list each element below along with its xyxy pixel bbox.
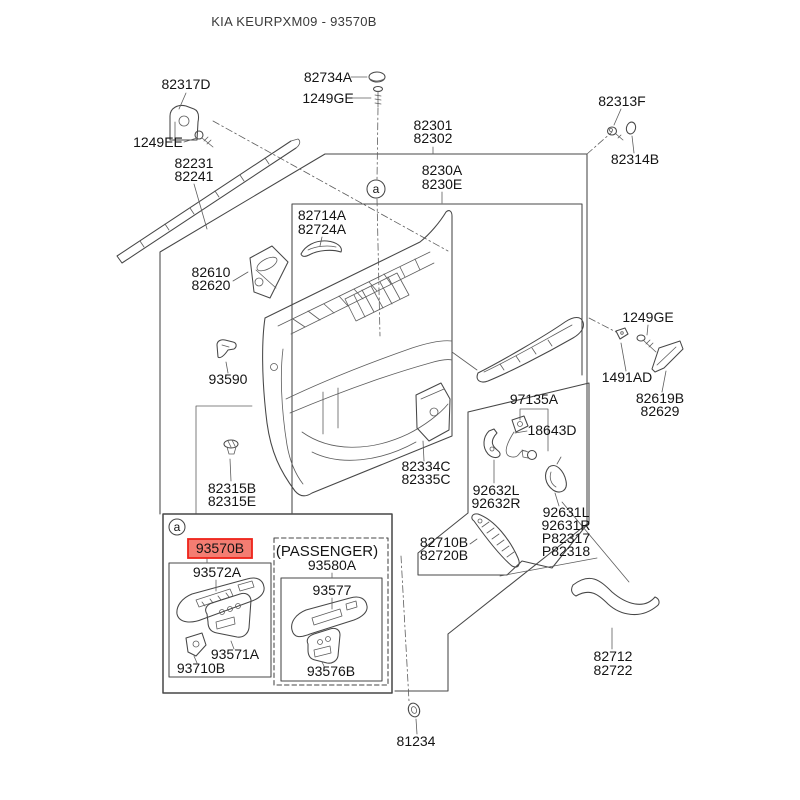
part-label-82241: 82241 bbox=[174, 168, 214, 184]
driver-switch-assembly-drawing bbox=[177, 578, 264, 656]
part-label-82620: 82620 bbox=[191, 277, 231, 293]
part-label-82714a: 82714A bbox=[297, 207, 347, 223]
callout-marker-box bbox=[169, 519, 185, 535]
ring-82314b-icon bbox=[625, 121, 637, 135]
screw-1249ge-top-icon bbox=[374, 87, 383, 108]
part-label-92632l: 92632L bbox=[472, 482, 520, 498]
part-label-93590: 93590 bbox=[208, 371, 248, 387]
part-label-82619b: 82619B bbox=[635, 390, 685, 406]
part-label-1491ad: 1491AD bbox=[601, 369, 653, 385]
part-label-97135a: 97135A bbox=[509, 391, 559, 407]
armrest-82712-icon bbox=[572, 578, 659, 614]
door-trim-panel-drawing bbox=[263, 211, 584, 496]
part-label-92632r: 92632R bbox=[471, 495, 521, 511]
grommet-82315b-icon bbox=[224, 440, 238, 454]
part-label-1249ge-right: 1249GE bbox=[622, 309, 674, 325]
part-label-93576b: 93576B bbox=[306, 663, 356, 679]
part-label-82231: 82231 bbox=[174, 155, 214, 171]
part-label-82315b: 82315B bbox=[207, 480, 257, 496]
part-label-18643d: 18643D bbox=[527, 422, 577, 438]
part-label-82724a: 82724A bbox=[297, 221, 347, 237]
part-label-82720b: 82720B bbox=[419, 547, 469, 563]
page-title: KIA KEURPXM09 - 93570B bbox=[211, 14, 377, 29]
part-label-82712: 82712 bbox=[593, 648, 633, 664]
part-label-93570b[interactable]: 93570B bbox=[195, 540, 245, 556]
callout-marker-box-letter: a bbox=[173, 520, 181, 534]
screw-1249ge-right-icon bbox=[637, 335, 656, 352]
part-label-82334c: 82334C bbox=[401, 458, 451, 474]
part-label-93580a: 93580A bbox=[307, 557, 357, 573]
part-label-82610: 82610 bbox=[191, 264, 231, 280]
part-label-p82317: P82317 bbox=[541, 530, 591, 546]
part-label-82315e: 82315E bbox=[207, 493, 257, 509]
part-label-82629: 82629 bbox=[640, 403, 680, 419]
part-label-82710b: 82710B bbox=[419, 534, 469, 550]
part-label-1249ee: 1249EE bbox=[133, 134, 183, 150]
handle-cover-82714a-icon bbox=[301, 241, 341, 257]
part-label-93572a: 93572A bbox=[192, 564, 242, 580]
part-label-82313f: 82313F bbox=[598, 93, 646, 109]
grommet-81234-icon bbox=[406, 702, 421, 719]
part-label-92631l: 92631L bbox=[542, 504, 590, 520]
part-label-8230a: 8230A bbox=[421, 162, 463, 178]
part-label-82302: 82302 bbox=[413, 130, 453, 146]
part-label-82301: 82301 bbox=[413, 117, 453, 133]
part-label-p82318: P82318 bbox=[541, 543, 591, 559]
part-label-92631r: 92631R bbox=[541, 517, 591, 533]
part-label-93577: 93577 bbox=[312, 582, 352, 598]
callout-marker-top bbox=[367, 180, 385, 198]
lamp-lens-92631-icon bbox=[546, 457, 567, 492]
part-label-8230e: 8230E bbox=[421, 176, 463, 192]
clip-1491ad-icon bbox=[616, 328, 628, 339]
trim-82619b-icon bbox=[652, 341, 683, 372]
part-label-passenger: (PASSENGER) bbox=[275, 543, 379, 560]
part-label-82722: 82722 bbox=[593, 662, 633, 678]
callout-marker-top-letter: a bbox=[372, 182, 380, 196]
pull-handle-82710b-icon bbox=[472, 514, 519, 567]
grommet-82734a-icon bbox=[369, 72, 385, 82]
part-label-93710b: 93710B bbox=[176, 660, 226, 676]
part-label-1249ge-top: 1249GE bbox=[302, 90, 354, 106]
part-label-82314b: 82314B bbox=[610, 151, 660, 167]
passenger-switch-assembly-drawing bbox=[292, 597, 367, 663]
part-label-82317d: 82317D bbox=[161, 76, 211, 92]
part-label-81234: 81234 bbox=[396, 733, 436, 749]
inside-handle-82610-icon bbox=[250, 246, 288, 298]
part-label-82734a: 82734A bbox=[303, 69, 353, 85]
part-label-82335c: 82335C bbox=[401, 471, 451, 487]
part-labels bbox=[133, 14, 684, 749]
highlighted-part-93570b[interactable] bbox=[188, 539, 252, 558]
part-label-93571a: 93571A bbox=[210, 646, 260, 662]
lamp-bracket-92632-icon bbox=[484, 429, 500, 458]
clip-93590-icon bbox=[217, 340, 236, 358]
